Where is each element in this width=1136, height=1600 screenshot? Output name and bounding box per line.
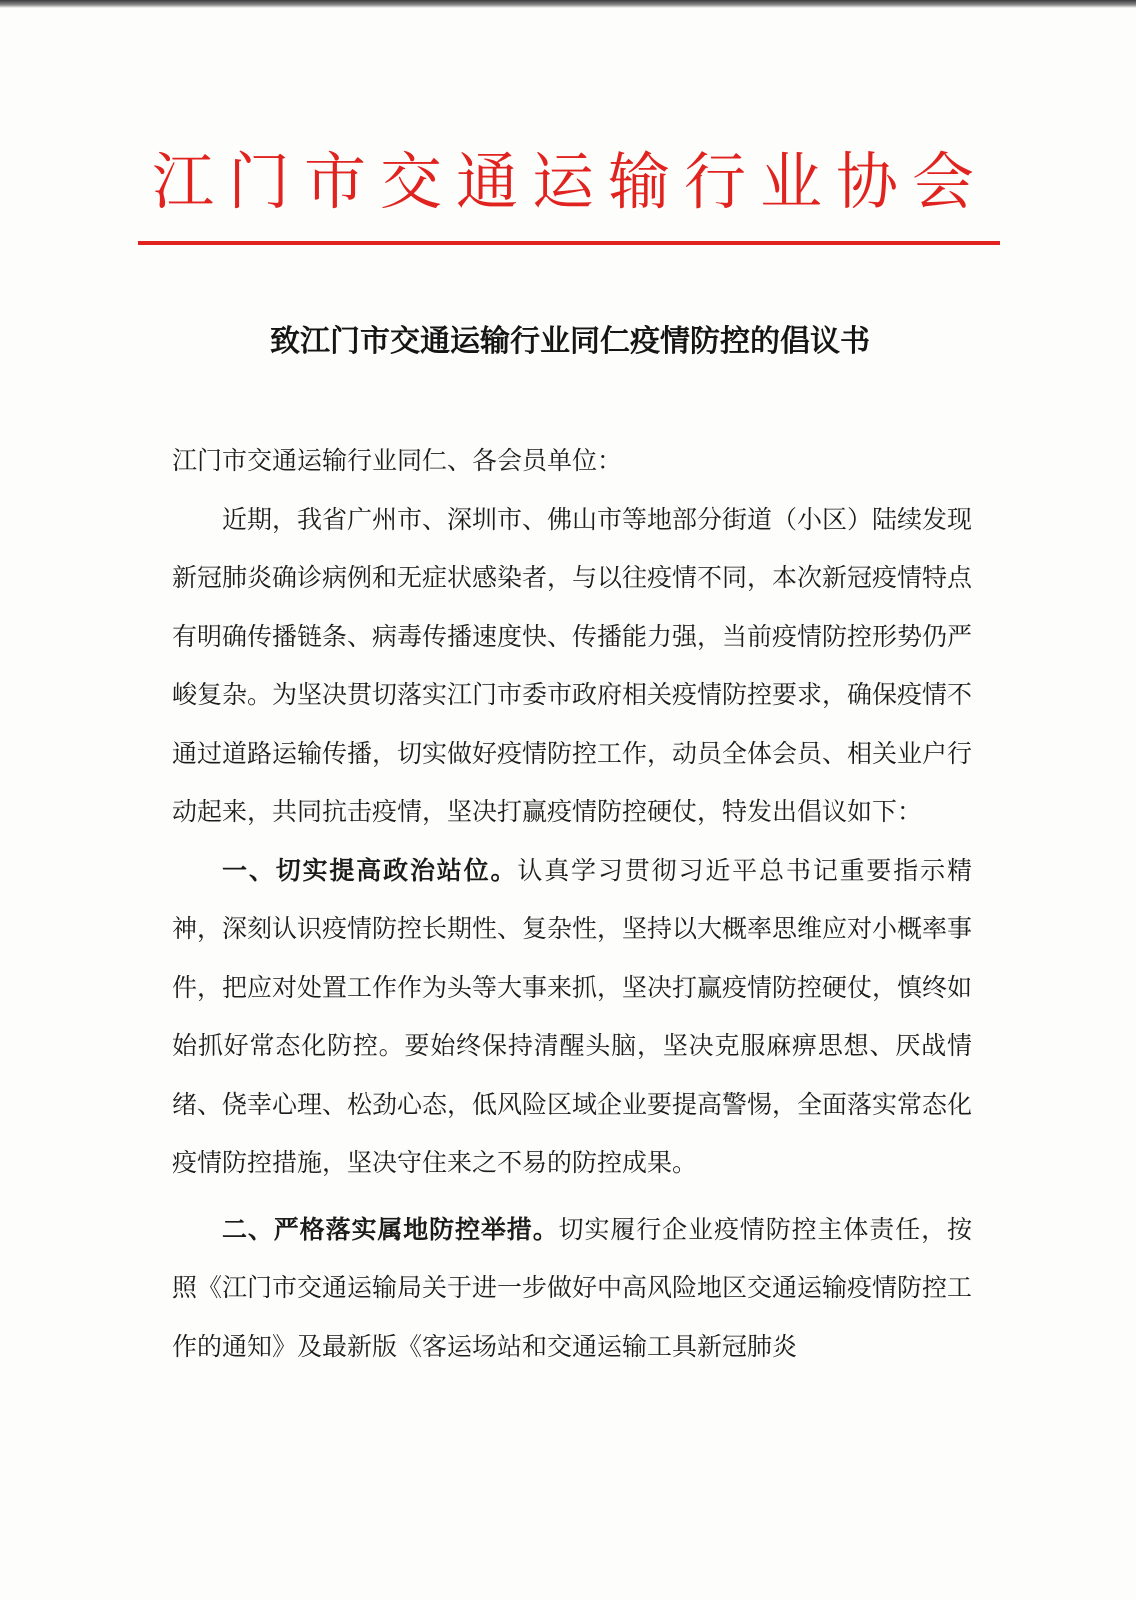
- salutation: 江门市交通运输行业同仁、各会员单位：: [172, 446, 623, 475]
- scan-top-edge: [0, 0, 1136, 8]
- section-2-paragraph: [172, 1201, 972, 1377]
- section-1-text: 认真学习贯彻习近平总书记重要指示精神，深刻认识疫情防控长期性、复杂性，坚持以大概率思维应对小概率事件，把应对处置工作作为头等大事来抓，坚决打赢疫情防控硬仗，慎终如始抓好常态化防控。要始终保持清醒头脑，坚决克服麻痹思想、厌战情绪、侥幸心理、松劲心态，低风险区域企业要提高警惕，全面落实常态化疫情防控措施，坚决守住来之不易的防控成果。: [172, 855, 973, 1177]
- document-title: 致江门市交通运输行业同仁疫情防控的倡议书: [270, 324, 870, 359]
- document-body: [172, 432, 972, 1376]
- section-2-heading: 二、严格落实属地防控举措。: [222, 1214, 559, 1244]
- section-1-paragraph: [172, 842, 972, 1193]
- letterhead-org-name: 江门市交通运输行业协会: [151, 145, 988, 218]
- letterhead-red-rule: [138, 241, 1000, 245]
- section-2-text: 切实履行企业疫情防控主体责任，按照《江门市交通运输局关于进一步做好中高风险地区交通运输疫情防控工作的通知》及最新版《客运场站和交通运输工具新冠肺炎: [172, 1214, 973, 1361]
- intro-paragraph: 近期，我省广州市、深圳市、佛山市等地部分街道（小区）陆续发现新冠肺炎确诊病例和无症状感染者，与以往疫情不同，本次新冠疫情特点有明确传播链条、病毒传播速度快、传播能力强，当前疫情防控形势仍严峻复杂。为坚决贯切落实江门市委市政府相关疫情防控要求，确保疫情不通过道路运输传播，切实做好疫情防控工作，动员全体会员、相关业户行动起来，共同抗击疫情，坚决打赢疫情防控硬仗，特发出倡议如下：: [172, 504, 973, 826]
- paragraph-gap: [172, 1193, 972, 1201]
- section-1-heading: 一、切实提高政治站位。: [222, 855, 518, 885]
